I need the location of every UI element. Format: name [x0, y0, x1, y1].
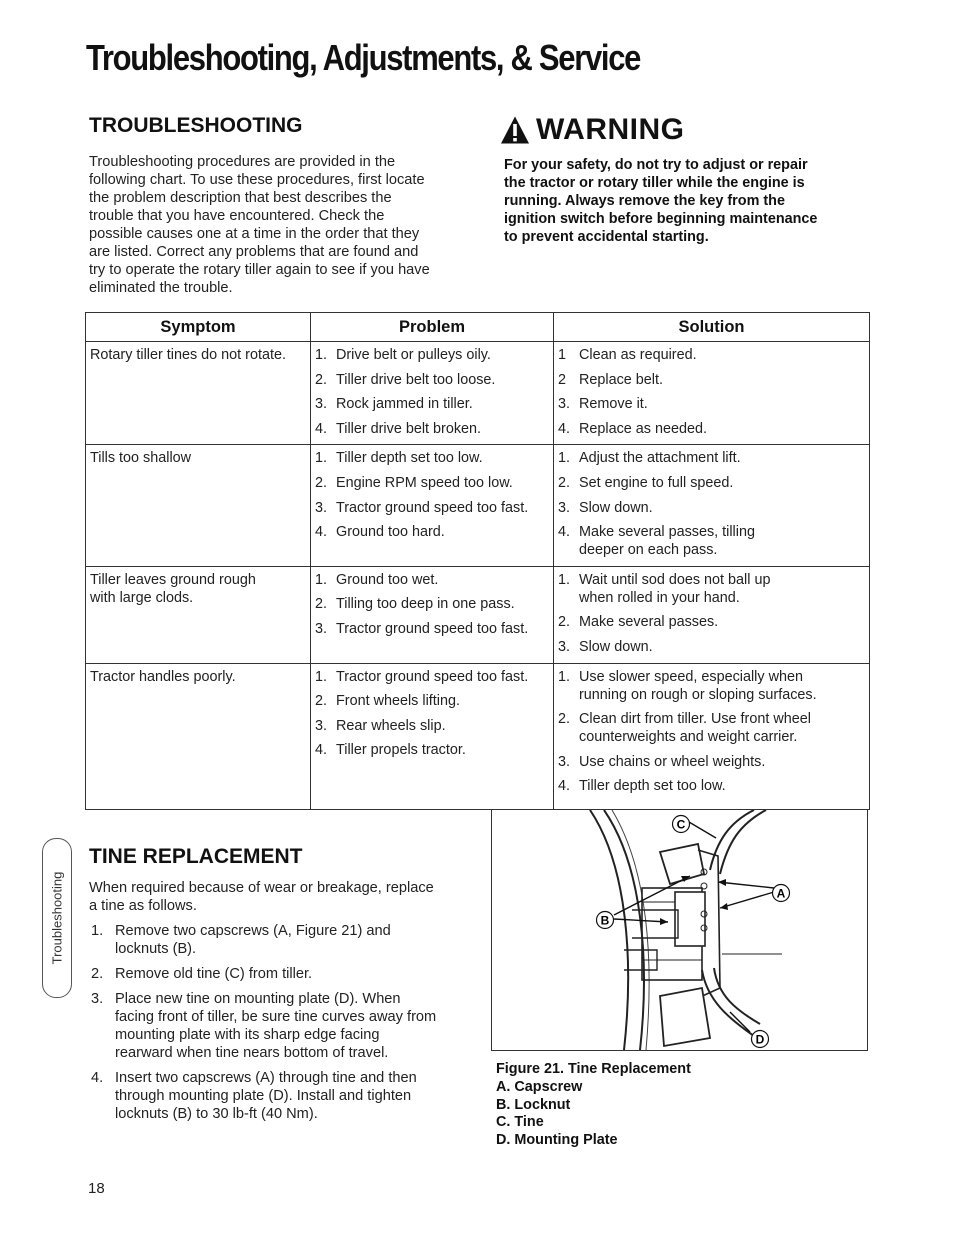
table-row [86, 342, 870, 445]
solution-text [579, 420, 865, 438]
solution-item [558, 346, 865, 364]
solution-item [558, 753, 865, 771]
problem-text [336, 571, 549, 589]
problem-item [315, 741, 549, 759]
problem-text [336, 668, 549, 686]
symptom-cell [86, 445, 311, 566]
figure-21 [491, 809, 868, 1051]
solution-text [579, 499, 865, 517]
problem-line: Tilling too deep in one pass. [336, 596, 515, 613]
problem-number: 3. [315, 396, 328, 413]
symptom-text: Tills too shallow [90, 450, 192, 467]
solution-line: Slow down. [579, 638, 653, 655]
header-symptom: Symptom [86, 313, 311, 342]
problem-item [315, 474, 549, 492]
solution-item [558, 523, 865, 559]
solution-item [558, 777, 865, 795]
solution-list [558, 668, 865, 796]
solution-text [579, 371, 865, 389]
problem-number: 1. [315, 450, 328, 467]
solution-number: 4. [558, 778, 571, 795]
problem-item [315, 395, 549, 413]
problem-item [315, 717, 549, 735]
problem-item [315, 499, 549, 517]
step-line: facing front of tiller, be sure tine curves away from [115, 1009, 437, 1025]
symptom-text: with large clods. [90, 589, 194, 606]
intro-line: try to operate the rotary tiller again to see if you have [89, 262, 430, 278]
step-text [115, 990, 469, 1062]
intro-line: are listed. Correct any problems that are found and [89, 244, 419, 260]
solution-text [579, 753, 865, 771]
warning-line: ignition switch before beginning maintenance [504, 211, 818, 227]
solution-list [558, 571, 865, 656]
solution-item [558, 668, 865, 704]
step-number: 2. [91, 966, 104, 982]
solution-number: 3. [558, 753, 571, 770]
solution-text [579, 668, 865, 704]
solution-number: 1. [558, 668, 571, 685]
problem-line: Drive belt or pulleys oily. [336, 347, 491, 363]
solution-number: 2. [558, 474, 571, 491]
solution-line: counterweights and weight carrier. [579, 729, 798, 746]
solution-line: Set engine to full speed. [579, 474, 734, 491]
tine-step [89, 965, 469, 983]
side-tab [42, 838, 72, 998]
problem-line: Tractor ground speed too fast. [336, 620, 529, 637]
troubleshooting-table [85, 312, 870, 810]
step-line: Place new tine on mounting plate (D). When [115, 991, 401, 1007]
warning-heading: WARNING [536, 113, 685, 146]
step-line: through mounting plate (D). Install and tighten [115, 1088, 412, 1104]
problem-text [336, 523, 549, 541]
solution-text [579, 638, 865, 656]
problem-text [336, 346, 549, 364]
tine-replacement-section [89, 844, 469, 1130]
solution-line: Make several passes. [579, 614, 719, 631]
problem-line: Ground too wet. [336, 571, 439, 588]
solution-item [558, 371, 865, 389]
problem-cell [311, 566, 554, 663]
problem-line: Tractor ground speed too fast. [336, 668, 529, 685]
solution-line: Make several passes, tilling [579, 524, 755, 541]
problem-list [315, 571, 549, 638]
problem-list [315, 346, 549, 438]
solution-number: 1. [558, 450, 571, 467]
warning-box [500, 112, 860, 246]
solution-line: Clean dirt from tiller. Use front wheel [579, 711, 811, 728]
warning-line: the tractor or rotary tiller while the engine is [504, 175, 805, 191]
solution-line: Use chains or wheel weights. [579, 753, 766, 770]
problem-item [315, 346, 549, 364]
solution-text [579, 571, 865, 607]
symptom-cell [86, 342, 311, 445]
table-row [86, 566, 870, 663]
problem-line: Tiller depth set too low. [336, 450, 483, 467]
problem-line: Tractor ground speed too fast. [336, 499, 529, 516]
solution-line: Clean as required. [579, 347, 697, 363]
step-line: Remove two capscrews (A, Figure 21) and [115, 923, 391, 939]
tine-replacement-illustration [492, 810, 867, 1050]
solution-cell [554, 342, 870, 445]
caption-item: C. Tine [496, 1114, 544, 1131]
warning-line: to prevent accidental starting. [504, 229, 709, 245]
tine-steps-list [89, 922, 469, 1123]
problem-text [336, 395, 549, 413]
step-text [115, 922, 469, 958]
troubleshooting-intro [89, 153, 469, 297]
problem-text [336, 449, 549, 467]
step-line: rearward when tine nears bottom of travel. [115, 1045, 389, 1061]
problem-number: 2. [315, 596, 328, 613]
problem-item [315, 523, 549, 541]
problem-number: 3. [315, 499, 328, 516]
solution-number: 3. [558, 638, 571, 655]
table-row [86, 663, 870, 809]
problem-text [336, 499, 549, 517]
side-tab-label: Troubleshooting [49, 871, 65, 965]
solution-text [579, 523, 865, 559]
step-line: Insert two capscrews (A) through tine and then [115, 1070, 417, 1086]
tine-intro-line: a tine as follows. [89, 898, 197, 914]
problem-item [315, 620, 549, 638]
problem-line: Front wheels lifting. [336, 693, 460, 710]
solution-line: Remove it. [579, 396, 648, 413]
solution-list [558, 449, 865, 559]
symptom-text: Rotary tiller tines do not rotate. [90, 347, 286, 363]
problem-number: 4. [315, 420, 328, 437]
problem-text [336, 741, 549, 759]
table-header-row [86, 313, 870, 342]
solution-number: 4. [558, 420, 571, 437]
header-problem: Problem [311, 313, 554, 342]
solution-line: deeper on each pass. [579, 542, 718, 559]
problem-line: Tiller propels tractor. [336, 742, 466, 759]
solution-line: Use slower speed, especially when [579, 668, 803, 685]
problem-number: 1. [315, 571, 328, 588]
solution-text [579, 613, 865, 631]
solution-item [558, 395, 865, 413]
figure-caption [496, 1061, 691, 1150]
problem-text [336, 474, 549, 492]
solution-line: Slow down. [579, 499, 653, 516]
step-line: mounting plate with its sharp edge facing [115, 1027, 380, 1043]
problem-line: Tiller drive belt broken. [336, 420, 482, 437]
step-line: locknuts (B) to 30 lb-ft (40 Nm). [115, 1106, 318, 1122]
tine-intro [89, 879, 469, 915]
solution-line: Replace as needed. [579, 420, 708, 437]
problem-number: 3. [315, 717, 328, 734]
solution-line: Wait until sod does not ball up [579, 571, 771, 588]
problem-text [336, 420, 549, 438]
problem-line: Tiller drive belt too loose. [336, 371, 496, 388]
solution-item [558, 474, 865, 492]
caption-title: Figure 21. Tine Replacement [496, 1061, 691, 1077]
problem-number: 3. [315, 620, 328, 637]
step-text [115, 965, 469, 983]
intro-line: possible causes one at a time in the order that they [89, 226, 420, 242]
solution-item [558, 613, 865, 631]
problem-text [336, 371, 549, 389]
problem-list [315, 668, 549, 760]
problem-text [336, 717, 549, 735]
problem-text [336, 595, 549, 613]
solution-text [579, 474, 865, 492]
solution-item [558, 420, 865, 438]
problem-item [315, 420, 549, 438]
solution-number: 2 [558, 371, 567, 388]
solution-item [558, 638, 865, 656]
problem-number: 1. [315, 668, 328, 685]
tine-step [89, 922, 469, 958]
problem-text [336, 620, 549, 638]
solution-number: 3. [558, 396, 571, 413]
problem-item [315, 571, 549, 589]
solution-text [579, 710, 865, 746]
intro-line: following chart. To use these procedures, first locate [89, 172, 425, 188]
problem-line: Rock jammed in tiller. [336, 396, 473, 413]
problem-number: 2. [315, 693, 328, 710]
problem-list [315, 449, 549, 541]
warning-text [500, 156, 860, 246]
solution-number: 2. [558, 711, 571, 728]
step-line: locknuts (B). [115, 941, 197, 957]
problem-item [315, 371, 549, 389]
solution-line: Adjust the attachment lift. [579, 450, 741, 467]
problem-line: Engine RPM speed too low. [336, 474, 513, 491]
problem-item [315, 692, 549, 710]
intro-line: Troubleshooting procedures are provided in the [89, 154, 396, 170]
problem-item [315, 668, 549, 686]
solution-line: Tiller depth set too low. [579, 778, 726, 795]
solution-cell [554, 663, 870, 809]
solution-text [579, 346, 865, 364]
problem-cell [311, 663, 554, 809]
tine-step [89, 1069, 469, 1123]
solution-cell [554, 566, 870, 663]
callout-c: C [676, 817, 686, 832]
warning-triangle-icon [500, 115, 530, 145]
tine-intro-line: When required because of wear or breakage, replace [89, 880, 434, 896]
step-number: 4. [91, 1070, 104, 1086]
solution-text [579, 449, 865, 467]
symptom-cell [86, 566, 311, 663]
problem-number: 2. [315, 371, 328, 388]
problem-text [336, 692, 549, 710]
solution-list [558, 346, 865, 438]
problem-line: Rear wheels slip. [336, 717, 446, 734]
intro-line: the problem description that best describes the [89, 190, 392, 206]
solution-text [579, 395, 865, 413]
page-number: 18 [88, 1180, 105, 1197]
symptom-text: Tiller leaves ground rough [90, 571, 256, 588]
symptom-cell [86, 663, 311, 809]
problem-number: 2. [315, 474, 328, 491]
table-row [86, 445, 870, 566]
warning-line: running. Always remove the key from the [504, 193, 785, 209]
solution-number: 1 [558, 347, 567, 363]
problem-number: 4. [315, 524, 328, 541]
caption-item: A. Capscrew [496, 1078, 583, 1095]
caption-item: B. Locknut [496, 1096, 571, 1113]
solution-line: when rolled in your hand. [579, 589, 740, 606]
step-text [115, 1069, 469, 1123]
solution-number: 4. [558, 524, 571, 541]
intro-line: eliminated the trouble. [89, 280, 233, 296]
tine-replacement-heading: TINE REPLACEMENT [89, 845, 303, 868]
solution-line: running on rough or sloping surfaces. [579, 686, 817, 703]
page-title: Troubleshooting, Adjustments, & Service [86, 37, 641, 78]
problem-number: 4. [315, 742, 328, 759]
solution-item [558, 710, 865, 746]
caption-item: D. Mounting Plate [496, 1132, 618, 1149]
solution-text [579, 777, 865, 795]
solution-item [558, 499, 865, 517]
problem-item [315, 595, 549, 613]
problem-number: 1. [315, 347, 328, 363]
symptom-text: Tractor handles poorly. [90, 668, 236, 685]
solution-number: 1. [558, 571, 571, 588]
step-number: 1. [91, 923, 104, 939]
tine-step [89, 990, 469, 1062]
problem-item [315, 449, 549, 467]
callout-d: D [755, 1032, 765, 1047]
step-number: 3. [91, 991, 104, 1007]
problem-line: Ground too hard. [336, 524, 445, 541]
solution-line: Replace belt. [579, 371, 663, 388]
warning-line: For your safety, do not try to adjust or repair [504, 157, 808, 173]
callout-a: A [776, 886, 786, 901]
problem-cell [311, 445, 554, 566]
solution-number: 2. [558, 614, 571, 631]
solution-item [558, 571, 865, 607]
header-solution: Solution [554, 313, 870, 342]
solution-cell [554, 445, 870, 566]
solution-item [558, 449, 865, 467]
troubleshooting-heading: TROUBLESHOOTING [89, 114, 303, 137]
callout-b: B [600, 913, 610, 928]
intro-line: trouble that you have encountered. Check the [89, 208, 385, 224]
step-line: Remove old tine (C) from tiller. [115, 966, 313, 982]
problem-cell [311, 342, 554, 445]
solution-number: 3. [558, 499, 571, 516]
troubleshooting-section [89, 113, 469, 297]
